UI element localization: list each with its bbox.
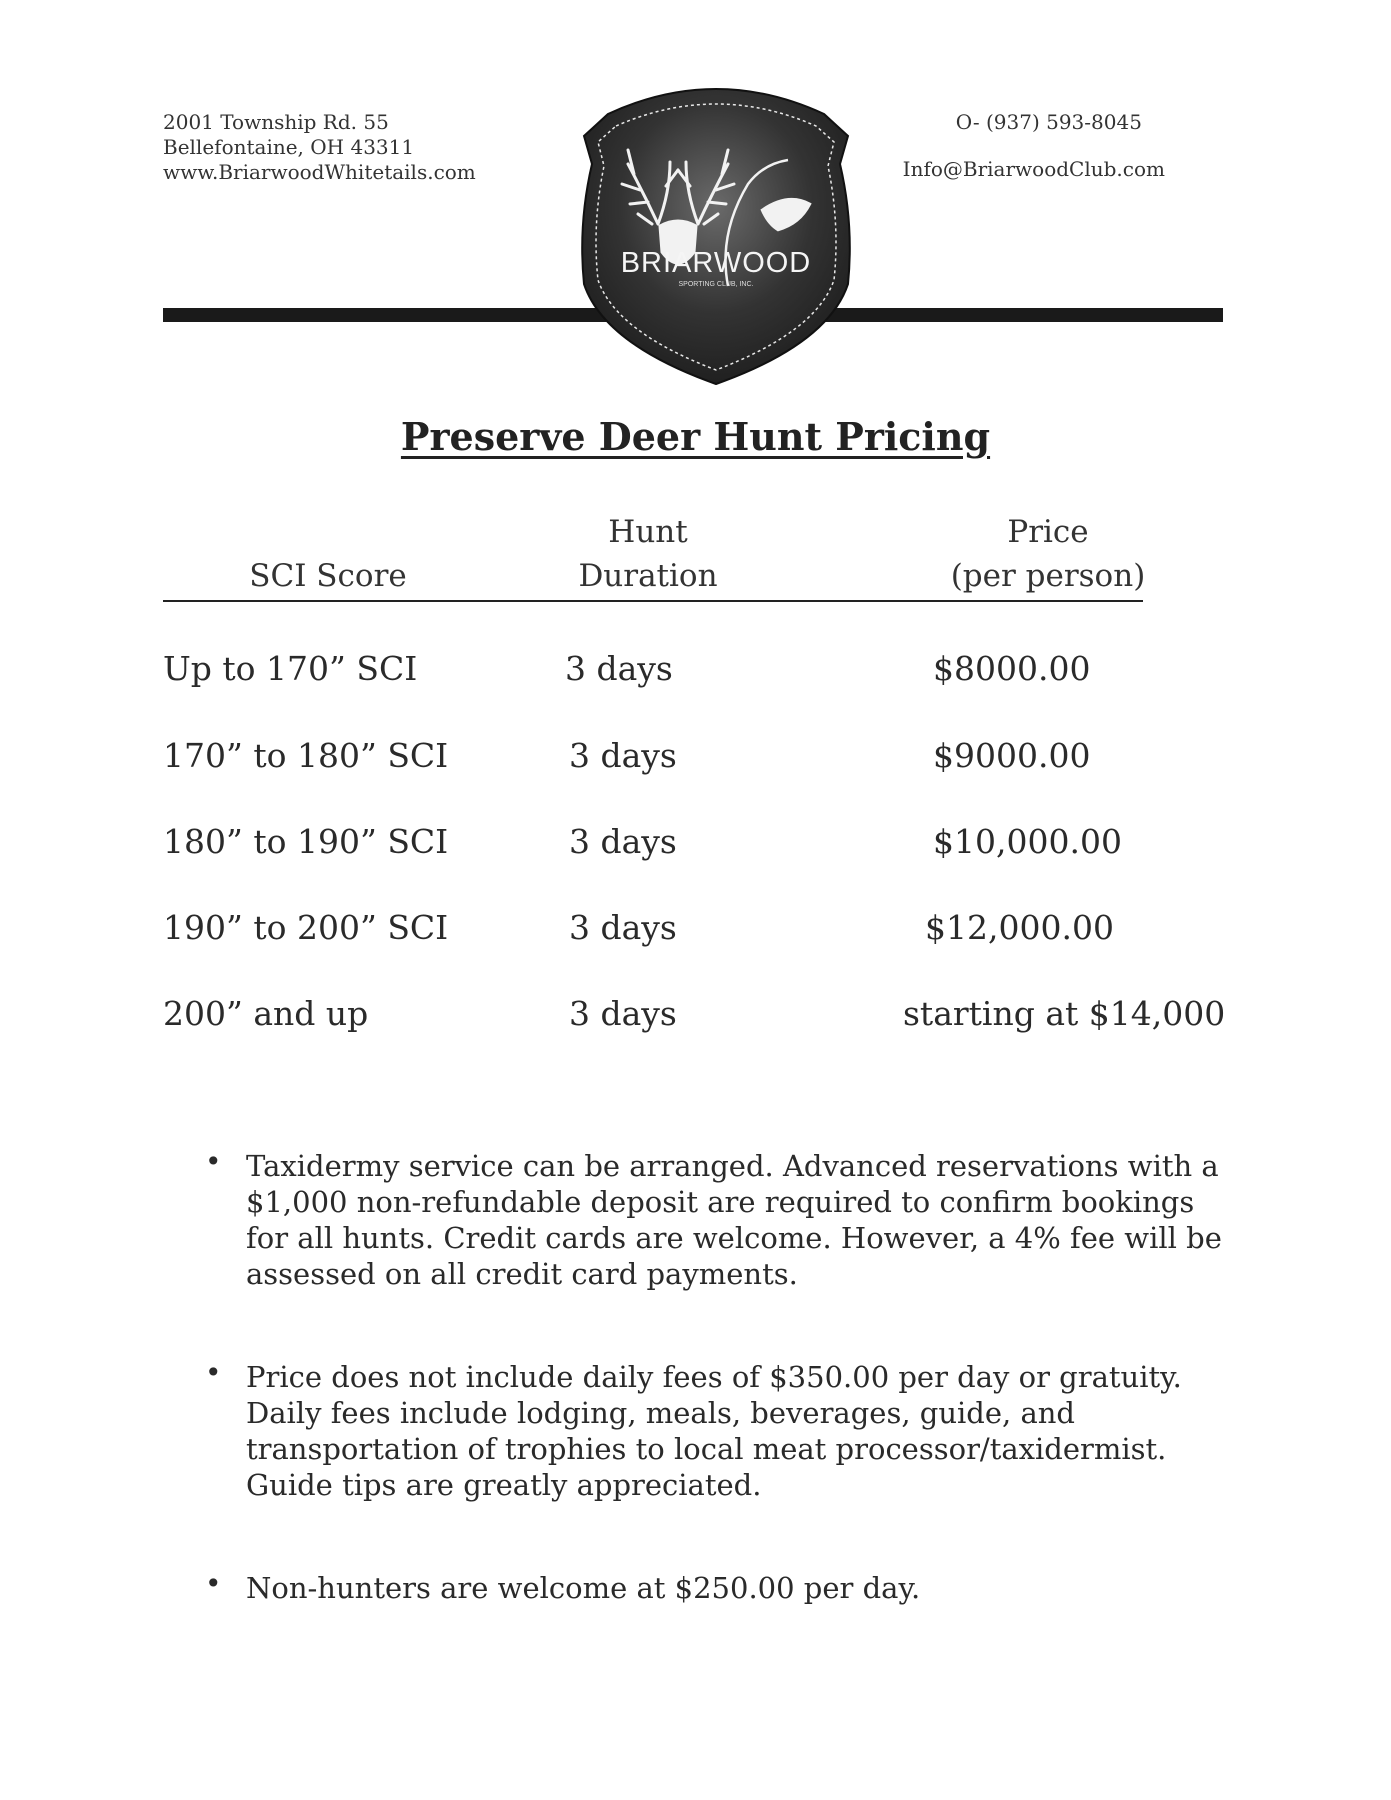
bullet-icon: •: [205, 1145, 222, 1178]
row-score: Up to 170” SCI: [163, 649, 418, 688]
shield-shape: [582, 89, 850, 384]
header-price-line1: Price: [1007, 514, 1089, 550]
table-header: [163, 514, 1146, 602]
row-duration: 3 days: [569, 994, 677, 1033]
row-price: $9000.00: [933, 736, 1091, 775]
table-row: [163, 822, 1223, 870]
header-price-line2: (per person): [950, 558, 1146, 594]
row-score: 180” to 190” SCI: [163, 822, 449, 861]
row-price: $10,000.00: [933, 822, 1122, 861]
phone-number: O- (937) 593-8045: [955, 110, 1142, 134]
header-duration: [533, 510, 763, 598]
table-row: [163, 994, 1226, 1042]
briarwood-logo: [578, 74, 854, 386]
contact-block: [902, 110, 1165, 181]
table-row: [163, 908, 1223, 956]
address-city: Bellefontaine, OH 43311: [163, 135, 415, 159]
list-item: [205, 1356, 1225, 1503]
page-title: Preserve Deer Hunt Pricing: [400, 414, 991, 459]
notes-list: [205, 1145, 1225, 1606]
row-duration: 3 days: [569, 736, 677, 775]
note-text: Price does not include daily fees of $350.00 per day or gratuity. Daily fees include lodging, meals, beverages, guide, and transportation of trophies to local meat processor/taxidermist. Guide tips are greatly appreciated.: [246, 1360, 1182, 1502]
logo-name: BRIARWOOD: [620, 247, 812, 279]
note-text: Non-hunters are welcome at $250.00 per day.: [246, 1571, 921, 1605]
row-price: $12,000.00: [925, 908, 1114, 947]
bullet-icon: •: [205, 1356, 222, 1389]
note-text: Taxidermy service can be arranged. Advanced reservations with a $1,000 non-refundable deposit are required to confirm bookings for all hunts. Credit cards are welcome. However, a 4% fee will be assessed on all credit card payments.: [246, 1149, 1222, 1291]
row-score: 190” to 200” SCI: [163, 908, 449, 947]
email-link[interactable]: Info@BriarwoodClub.com: [902, 157, 1165, 181]
row-duration: 3 days: [569, 822, 677, 861]
list-item: [205, 1145, 1225, 1292]
list-item: [205, 1567, 1225, 1606]
row-score: 170” to 180” SCI: [163, 736, 449, 775]
header-duration-line1: Hunt: [608, 514, 688, 550]
address-street: 2001 Township Rd. 55: [163, 110, 389, 134]
header-sci-score: [208, 554, 448, 598]
header-duration-line2: Duration: [578, 558, 718, 594]
table-row: [163, 649, 1223, 697]
row-price: $8000.00: [933, 649, 1091, 688]
bullet-icon: •: [205, 1567, 222, 1600]
header-sci-score-label: SCI Score: [249, 558, 407, 594]
row-score: 200” and up: [163, 994, 369, 1033]
address-block: [163, 110, 476, 185]
row-duration: 3 days: [569, 908, 677, 947]
logo-tagline: SPORTING CLUB, INC.: [678, 281, 754, 288]
table-row: [163, 736, 1223, 784]
header-price: [913, 510, 1183, 598]
website-link[interactable]: www.BriarwoodWhitetails.com: [163, 160, 476, 184]
row-price: starting at $14,000: [903, 994, 1226, 1033]
row-duration: 3 days: [565, 649, 673, 688]
